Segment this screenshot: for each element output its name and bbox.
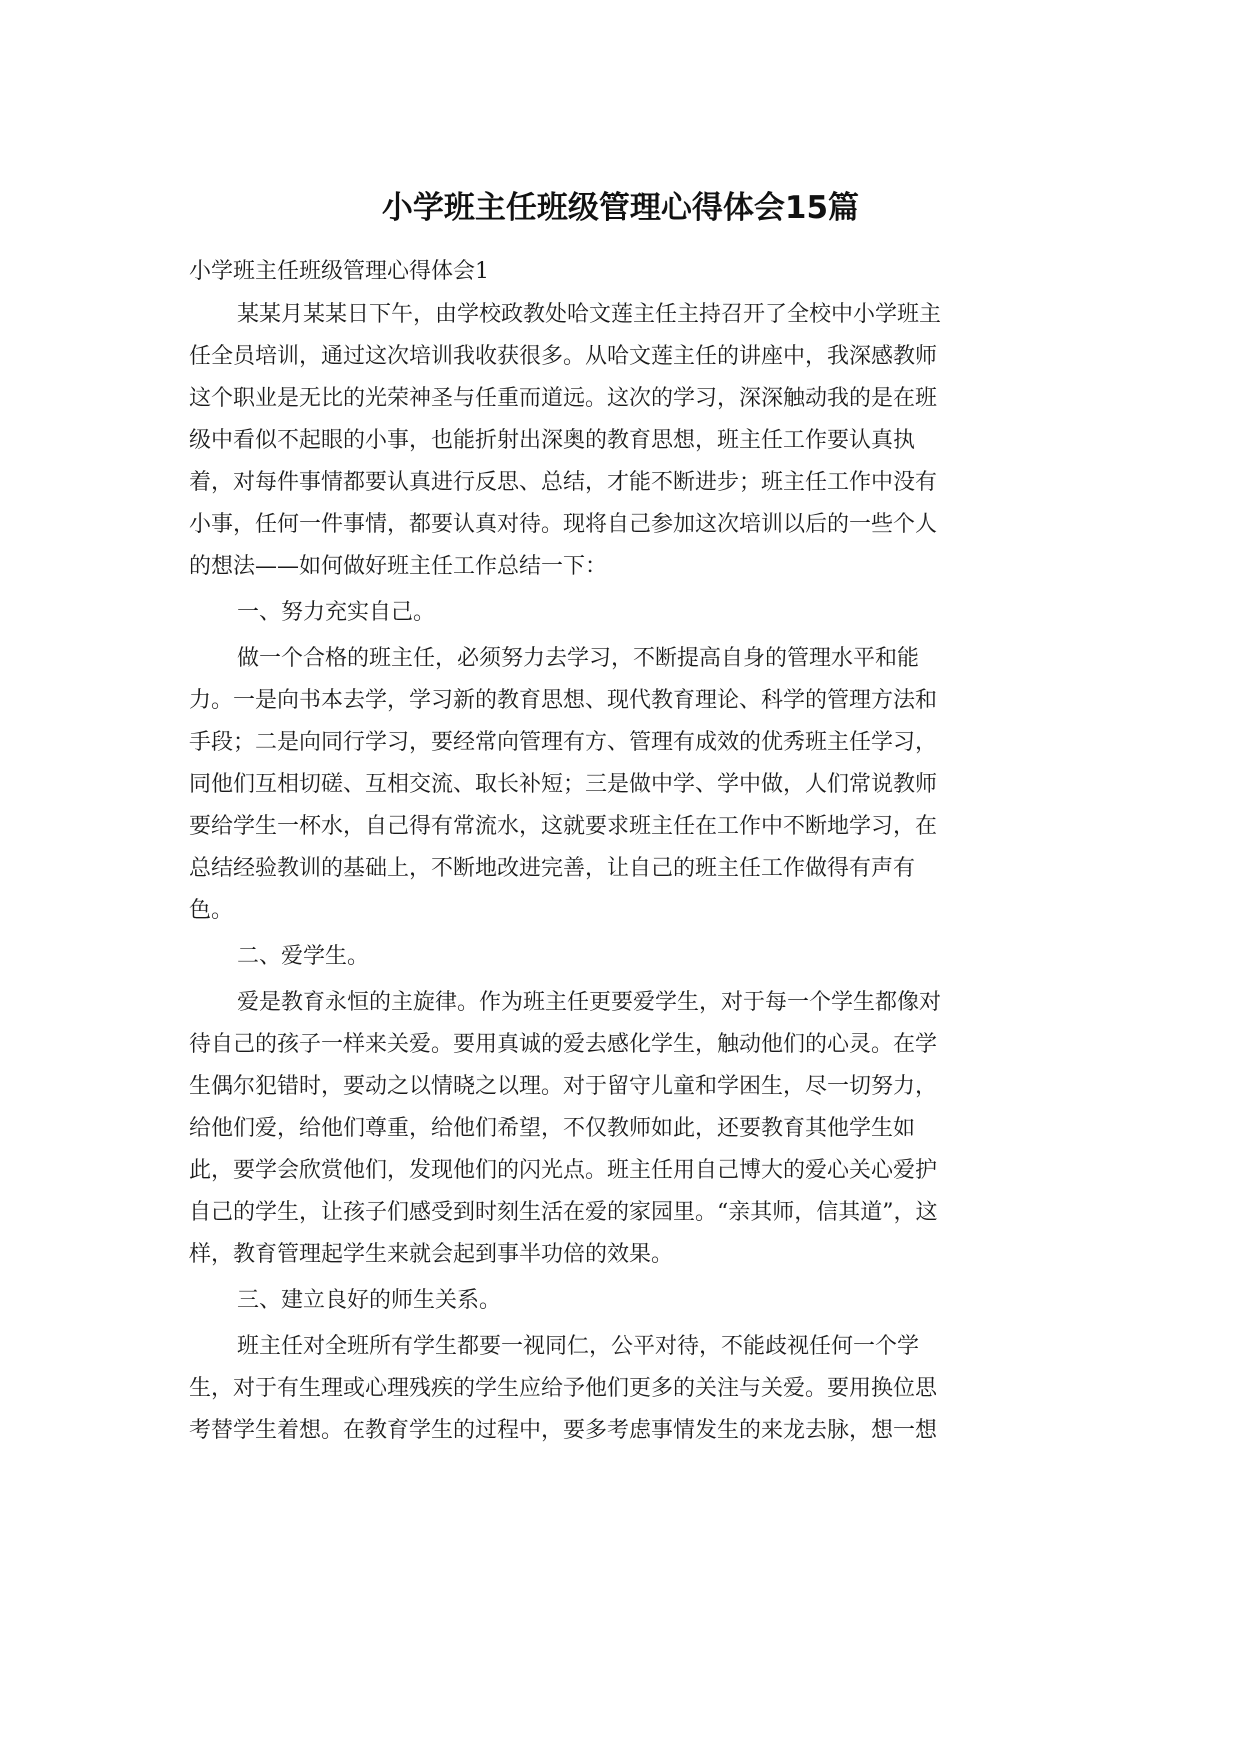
paragraph-line: 任全员培训，通过这次培训我收获很多。从哈文莲主任的讲座中，我深感教师 — [189, 344, 938, 369]
paragraph-line: 这个职业是无比的光荣神圣与任重而道远。这次的学习，深深触动我的是在班 — [189, 386, 938, 411]
paragraph — [189, 294, 941, 588]
paragraph-line: 给他们爱，给他们尊重，给他们希望，不仅教师如此，还要教育其他学生如 — [189, 1116, 916, 1141]
paragraph-line: 自己的学生，让孩子们感受到时刻生活在爱的家园里。“亲其师，信其道”，这 — [189, 1200, 938, 1225]
section-subtitle: 小学班主任班级管理心得体会1 — [189, 259, 489, 284]
paragraph-line: 小事，任何一件事情，都要认真对待。现将自己参加这次培训以后的一些个人 — [189, 512, 938, 537]
paragraph-line: 二、爱学生。 — [237, 944, 370, 969]
paragraph-line: 生偶尔犯错时，要动之以情晓之以理。对于留守儿童和学困生，尽一切努力， — [189, 1074, 938, 1099]
paragraph-line: 力。一是向书本去学，学习新的教育思想、现代教育理论、科学的管理方法和 — [189, 688, 938, 713]
paragraph-line: 此，要学会欣赏他们，发现他们的闪光点。班主任用自己博大的爱心关心爱护 — [189, 1158, 938, 1183]
paragraph-line: 手段；二是向同行学习，要经常向管理有方、管理有成效的优秀班主任学习， — [189, 730, 938, 755]
paragraph-line: 级中看似不起眼的小事，也能折射出深奥的教育思想，班主任工作要认真执 — [189, 428, 916, 453]
paragraph — [189, 1326, 937, 1452]
paragraph-line: 爱是教育永恒的主旋律。作为班主任更要爱学生，对于每一个学生都像对 — [237, 990, 942, 1015]
paragraph-line: 三、建立良好的师生关系。 — [237, 1288, 502, 1313]
paragraph-line: 班主任对全班所有学生都要一视同仁，公平对待，不能歧视任何一个学 — [237, 1334, 920, 1359]
paragraph-line: 同他们互相切磋、互相交流、取长补短；三是做中学、学中做，人们常说教师 — [189, 772, 938, 797]
paragraph-line: 一、努力充实自己。 — [237, 600, 436, 625]
paragraph-line: 待自己的孩子一样来关爱。要用真诚的爱去感化学生，触动他们的心灵。在学 — [189, 1032, 938, 1057]
paragraph-line: 总结经验教训的基础上，不断地改进完善，让自己的班主任工作做得有声有 — [189, 856, 916, 881]
paragraph — [189, 1280, 501, 1322]
paragraph-line: 要给学生一杯水，自己得有常流水，这就要求班主任在工作中不断地学习，在 — [189, 814, 938, 839]
paragraph-line: 样，教育管理起学生来就会起到事半功倍的效果。 — [189, 1242, 674, 1267]
paragraph-line: 着，对每件事情都要认真进行反思、总结，才能不断进步；班主任工作中没有 — [189, 470, 938, 495]
paragraph-line: 某某月某某日下午，由学校政教处哈文莲主任主持召开了全校中小学班主 — [237, 302, 942, 327]
paragraph-line: 色。 — [189, 898, 234, 923]
document-title: 小学班主任班级管理心得体会15篇 — [381, 190, 860, 226]
paragraph-line: 考替学生着想。在教育学生的过程中，要多考虑事情发生的来龙去脉，想一想 — [189, 1418, 938, 1443]
paragraph-line: 生，对于有生理或心理残疾的学生应给予他们更多的关注与关爱。要用换位思 — [189, 1376, 938, 1401]
paragraph — [189, 982, 941, 1276]
paragraph — [189, 936, 369, 978]
paragraph — [189, 592, 435, 634]
paragraph-line: 做一个合格的班主任，必须努力去学习，不断提高自身的管理水平和能 — [237, 646, 920, 671]
paragraph-line: 的想法——如何做好班主任工作总结一下： — [189, 554, 608, 579]
paragraph — [189, 638, 937, 932]
